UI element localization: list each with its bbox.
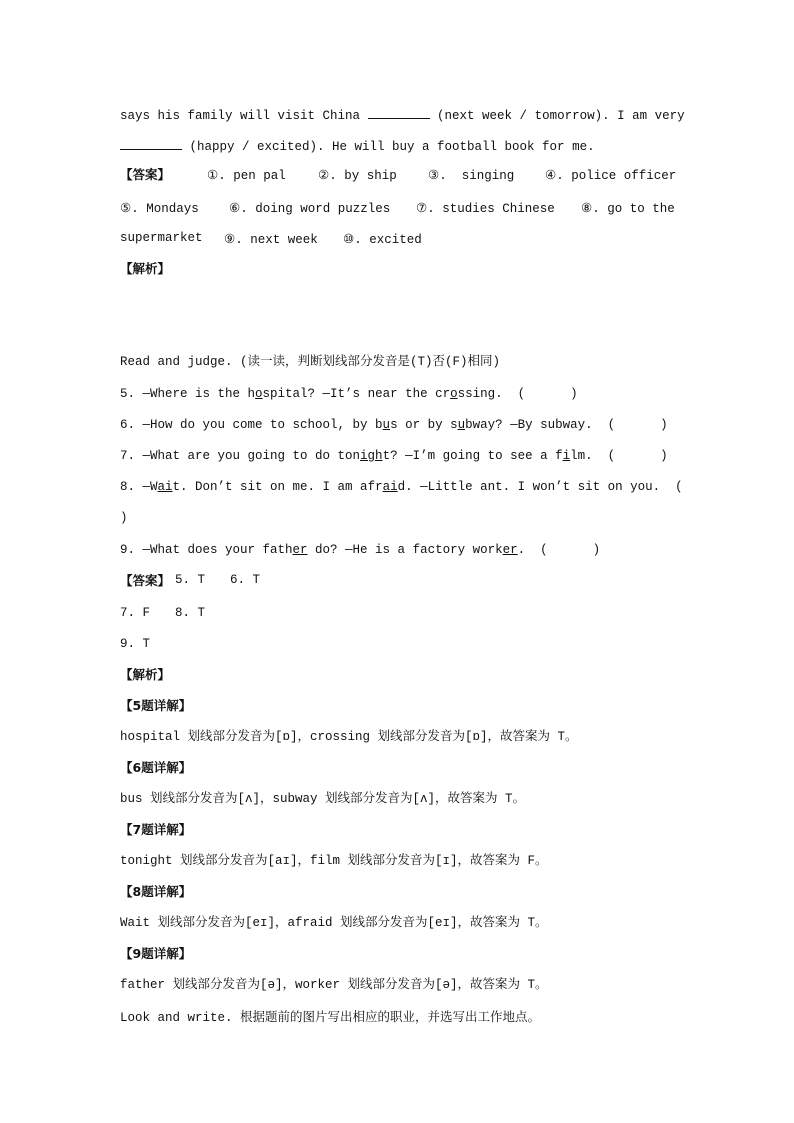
answer-blank [368, 107, 430, 119]
question-9: 9. —What does your father do? —He is a factory worker. ( ) [120, 543, 601, 557]
answer-label: 【答案】 [120, 573, 171, 588]
detail-heading: 【5题详解】 [120, 698, 192, 713]
answer-item: 7. F [120, 606, 151, 620]
section-title: Look and write. 根据题前的图片写出相应的职业，并选写出工作地点。 [120, 1011, 541, 1025]
analysis-label: 【解析】 [120, 667, 171, 682]
answer-item: 8. T [175, 606, 206, 620]
answer-item: ⑧. go to the [581, 202, 675, 216]
detail-text: bus 划线部分发音为[ʌ]，subway 划线部分发音为[ʌ]，故答案为 T。 [120, 792, 526, 806]
detail-text: tonight 划线部分发音为[aɪ]，film 划线部分发音为[ɪ]，故答案为 F。 [120, 854, 548, 868]
answer-label: 【答案】 [120, 167, 171, 182]
answer-item: ⑩. excited [343, 233, 422, 247]
answer-item: ⑦. studies Chinese [416, 202, 555, 216]
intro-text: says his family will visit China [120, 109, 368, 123]
answer-item: ⑤. Mondays [120, 202, 199, 216]
underlined-letters: o [450, 387, 458, 401]
answer-item: 5. T [175, 573, 206, 587]
detail-text: father 划线部分发音为[ə]，worker 划线部分发音为[ə]，故答案为 T。 [120, 978, 548, 992]
answer-item: ⑥. doing word puzzles [229, 202, 391, 216]
intro-text: (happy / excited). He will buy a football book for me. [182, 140, 595, 154]
answer-item: ②. by ship [318, 169, 397, 183]
detail-text: Wait 划线部分发音为[eɪ]，afraid 划线部分发音为[eɪ]，故答案为 T。 [120, 916, 548, 930]
detail-heading: 【9题详解】 [120, 946, 192, 961]
question-8-continued: ) [120, 511, 128, 525]
answer-item: ⑨. next week [224, 233, 318, 247]
question-6: 6. —How do you come to school, by bus or by subway? —By subway. ( ) [120, 418, 668, 432]
underlined-letters: igh [360, 449, 383, 463]
underlined-letters: u [382, 418, 391, 432]
analysis-label: 【解析】 [120, 261, 171, 276]
intro-line-1 [120, 107, 685, 124]
intro-text: (next week / tomorrow). I am very [429, 109, 685, 123]
answer-item: 9. T [120, 637, 151, 651]
underlined-letters: ai [157, 480, 173, 494]
underlined-letters: er [292, 543, 308, 557]
question-7: 7. —What are you going to do tonight? —I’m going to see a film. ( ) [120, 449, 668, 463]
detail-text: hospital 划线部分发音为[ɒ]，crossing 划线部分发音为[ɒ]，故答案为 T。 [120, 730, 578, 744]
intro-line-2 [120, 138, 595, 155]
question-5: 5. —Where is the hospital? —It’s near the crossing. ( ) [120, 387, 578, 401]
answer-item: ①. pen pal [207, 169, 286, 183]
underlined-letters: o [255, 387, 263, 401]
question-8: 8. —Wait. Don’t sit on me. I am afraid. —Little ant. I won’t sit on you. ( [120, 480, 683, 494]
underlined-letters: er [502, 543, 518, 557]
answer-blank [120, 138, 182, 150]
underlined-letters: u [457, 418, 466, 432]
detail-heading: 【6题详解】 [120, 760, 192, 775]
detail-heading: 【7题详解】 [120, 822, 192, 837]
section-title: Read and judge. (读一读，判断划线部分发音是(T)否(F)相同) [120, 355, 501, 369]
answer-item: ③. singing [428, 169, 515, 183]
underlined-letters: i [562, 449, 571, 463]
answer-item: 6. T [230, 573, 261, 587]
detail-heading: 【8题详解】 [120, 884, 192, 899]
answer-item: supermarket [120, 231, 203, 245]
underlined-letters: ai [382, 480, 398, 494]
answer-item: ④. police officer [545, 169, 677, 183]
